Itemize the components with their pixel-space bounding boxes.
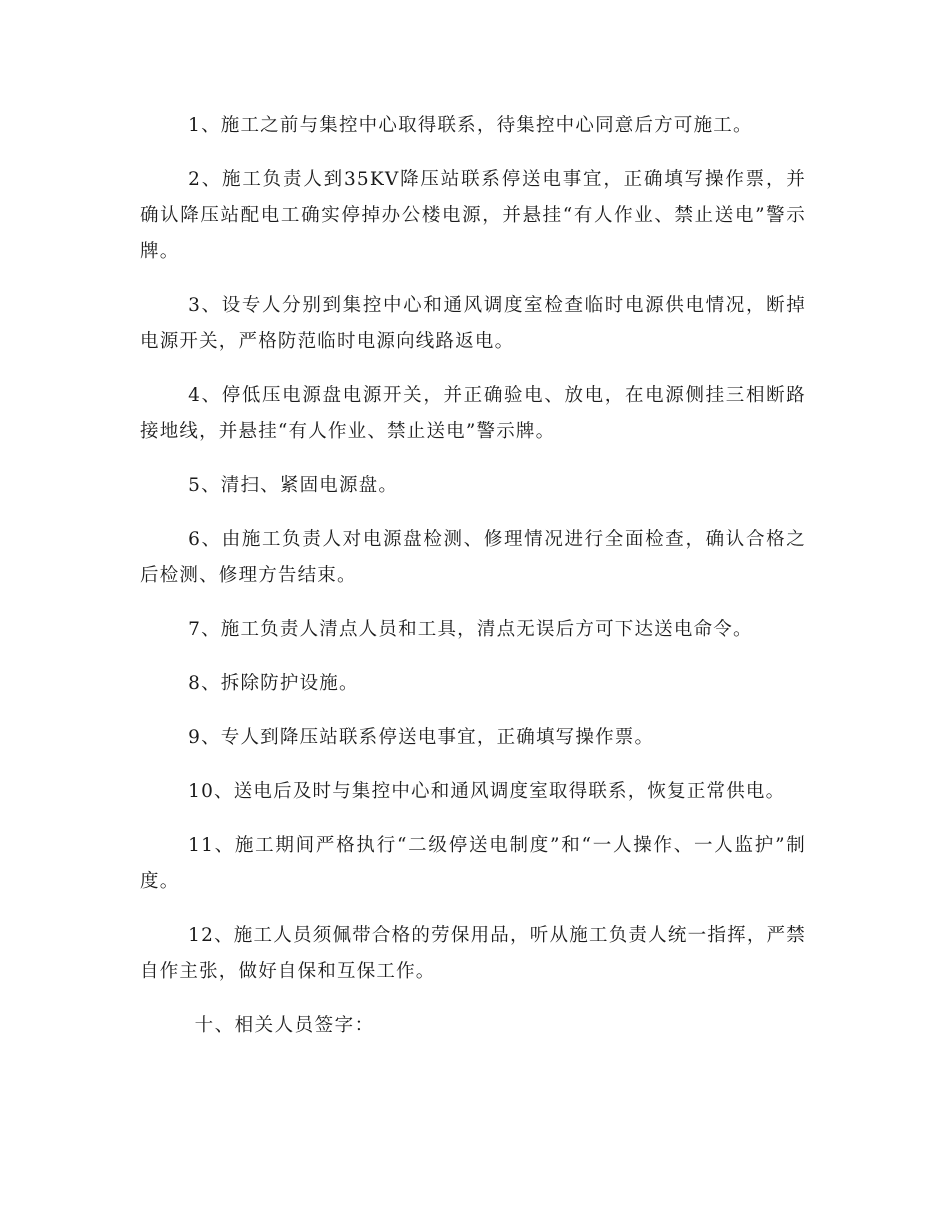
paragraph-7: 7、施工负责人清点人员和工具，清点无误后方可下达送电命令。 xyxy=(188,619,753,640)
paragraph-12: 12、施工人员须佩带合格的劳保用品，听从施工负责人统一指挥，严禁自作主张，做好自保和互保工作。 xyxy=(140,925,806,982)
paragraph-3: 3、设专人分别到集控中心和通风调度室检查临时电源供电情况，断掉电源开关，严格防范临时电源向线路返电。 xyxy=(140,295,806,352)
paragraph-1: 1、施工之前与集控中心取得联系，待集控中心同意后方可施工。 xyxy=(188,115,753,136)
paragraph-8: 8、拆除防护设施。 xyxy=(188,673,359,694)
section-heading-signatures: 十、相关人员签字： xyxy=(194,1015,375,1036)
paragraph-5: 5、清扫、紧固电源盘。 xyxy=(188,475,399,496)
paragraph-11: 11、施工期间严格执行“二级停送电制度”和“一人操作、一人监护”制度。 xyxy=(140,835,806,892)
paragraph-10: 10、送电后及时与集控中心和通风调度室取得联系，恢复正常供电。 xyxy=(188,781,786,802)
paragraph-4: 4、停低压电源盘电源开关，并正确验电、放电，在电源侧挂三相断路接地线，并悬挂“有人作业、禁止送电”警示牌。 xyxy=(140,385,806,442)
paragraph-9: 9、专人到降压站联系停送电事宜，正确填写操作票。 xyxy=(188,727,655,748)
document-page xyxy=(140,108,806,1044)
paragraph-6: 6、由施工负责人对电源盘检测、修理情况进行全面检查，确认合格之后检测、修理方告结束。 xyxy=(140,529,806,586)
paragraph-2: 2、施工负责人到35KV降压站联系停送电事宜，正确填写操作票，并确认降压站配电工确实停掉办公楼电源，并悬挂“有人作业、禁止送电”警示牌。 xyxy=(140,169,806,262)
